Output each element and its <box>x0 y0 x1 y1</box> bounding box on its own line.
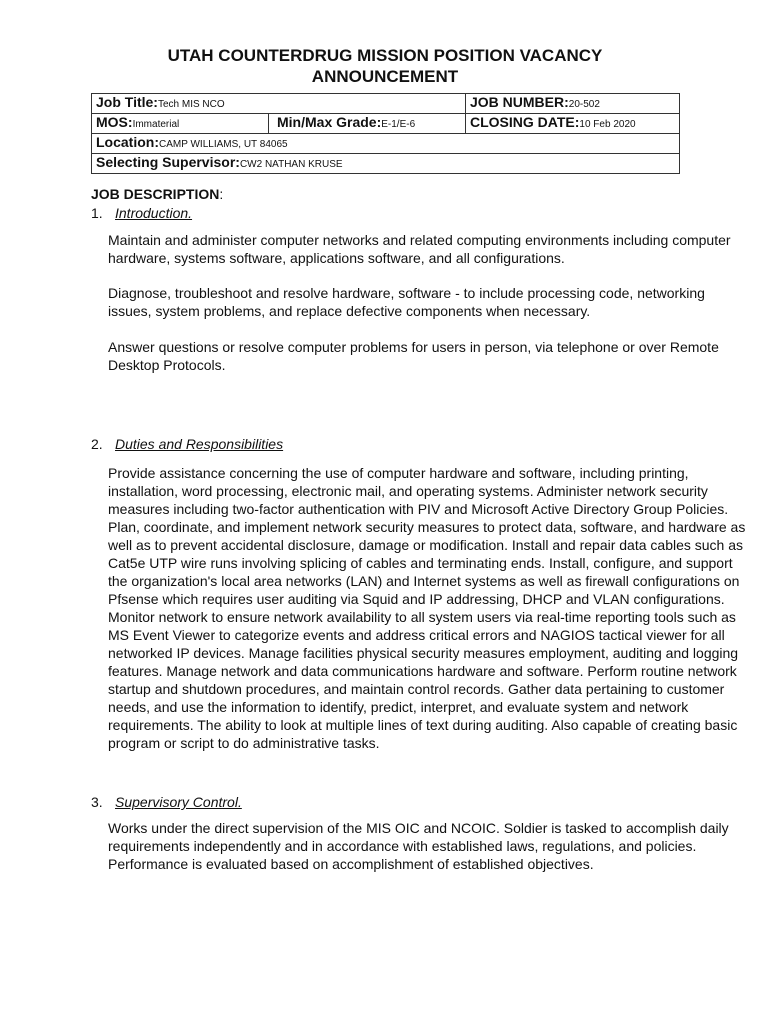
title-line-1: UTAH COUNTERDRUG MISSION POSITION VACANCY <box>167 46 603 65</box>
section-2-title: Duties and Responsibilities <box>115 436 284 452</box>
section-1-paragraph-1: Maintain and administer computer networks and related computing environments including computer hardware, systems software, applications software, and all configurations. <box>108 232 731 266</box>
row-supervisor <box>92 154 680 174</box>
location-cell <box>92 134 680 154</box>
section-2-heading <box>91 435 742 453</box>
section-1-number: 1. <box>91 205 103 221</box>
job-title-value: Tech MIS NCO <box>157 99 225 110</box>
mos-value: Immaterial <box>132 119 180 130</box>
job-description-heading <box>91 185 742 203</box>
location-value: CAMP WILLIAMS, UT 84065 <box>159 139 288 150</box>
section-2-paragraph-1: Provide assistance concerning the use of computer hardware and software, including printing, installation, word processing, electronic mail, and operating systems. Administer network security measures including two-factor authentication with PIV and Microsoft Active Directory Group Policies. Plan, coordinate, and implement network security measures to protect data, software, and hardware as well as to prevent accidental disclosure, damage or modification. Install and repair data cables such as Cat5e UTP wire runs involving splicing of cables and terminating ends. Install, configure, and support the organization's local area networks (LAN) and Internet systems as well as firewall configurations on Pfsense which requires user auditing via Squid and IP addressing, DHCP and VLAN configurations. Monitor network to ensure network availability to all system users via real-time reporting tools such as MS Event Viewer to categorize events and address critical errors and NAGIOS tactical viewer for all networked IP devices. Manage facilities physical security measures employment, auditing and logging features. Manage network and data communications hardware and software. Perform routine network startup and shutdown procedures, and maintain control records. Gather data pertaining to customer needs, and use the information to identify, predict, interpret, and evaluate system and network requirements. The ability to look at multiple lines of text during auditing. Also capable of creating basic program or script to do administrative tasks. <box>108 465 746 751</box>
job-number-value: 20-502 <box>568 99 600 110</box>
supervisor-cell <box>92 154 680 174</box>
section-3-paragraph-1: Works under the direct supervision of the MIS OIC and NCOIC. Soldier is tasked to accomplish daily requirements independently and in accordance with established laws, regulations, and policies. Performance is evaluated based on accomplishment of established objectives. <box>108 820 729 872</box>
section-3-number: 3. <box>91 794 103 810</box>
closing-date-value: 10 Feb 2020 <box>579 119 636 130</box>
job-title-label: Job Title: <box>96 94 158 110</box>
mos-label: MOS: <box>96 114 133 130</box>
mos-cell <box>92 114 269 134</box>
supervisor-value: CW2 NATHAN KRUSE <box>239 159 343 170</box>
row-location <box>92 134 680 154</box>
job-number-label: JOB NUMBER: <box>470 94 569 110</box>
job-number-cell <box>466 94 680 114</box>
job-description-label: JOB DESCRIPTION <box>91 186 220 202</box>
page-title <box>0 45 770 87</box>
grade-cell <box>269 114 466 134</box>
section-1-title: Introduction. <box>115 205 193 221</box>
section-1-heading <box>91 204 742 222</box>
row-job-title <box>92 94 680 114</box>
grade-value: E-1/E-6 <box>381 119 416 130</box>
job-title-cell <box>92 94 466 114</box>
title-line-2: ANNOUNCEMENT <box>311 67 459 86</box>
row-mos <box>92 114 680 134</box>
location-label: Location: <box>96 134 159 150</box>
section-3-title: Supervisory Control. <box>115 794 242 810</box>
position-info-table <box>91 93 680 174</box>
closing-date-cell <box>466 114 680 134</box>
grade-label: Min/Max Grade: <box>277 114 382 130</box>
section-1-paragraph-2: Diagnose, troubleshoot and resolve hardware, software - to include processing code, networking issues, system problems, and replace defective components when necessary. <box>108 285 705 319</box>
job-description-colon: : <box>219 186 224 202</box>
closing-date-label: CLOSING DATE: <box>470 114 580 130</box>
supervisor-label: Selecting Supervisor: <box>96 154 240 170</box>
section-1-paragraph-3: Answer questions or resolve computer problems for users in person, via telephone or over Remote Desktop Protocols. <box>108 339 719 373</box>
section-2-number: 2. <box>91 436 103 452</box>
section-3-heading <box>91 793 742 811</box>
